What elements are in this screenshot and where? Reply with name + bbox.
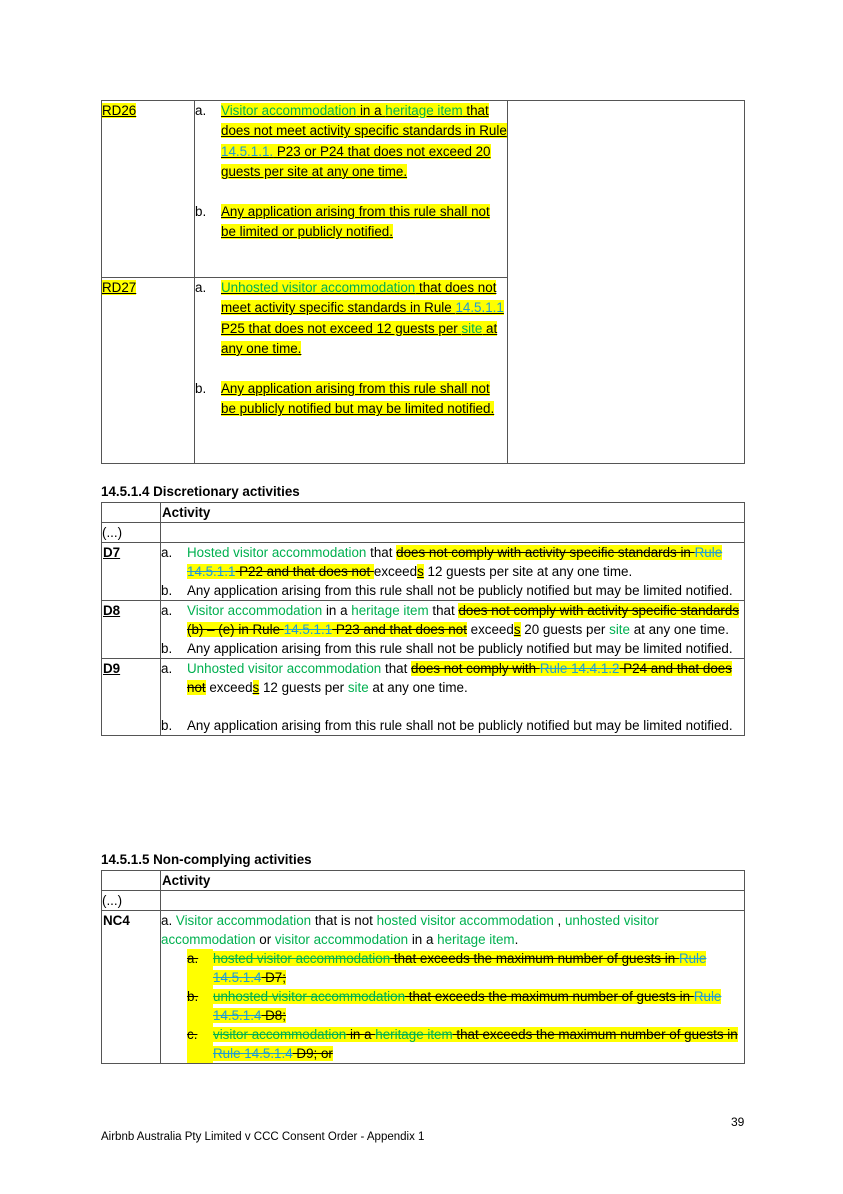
rd27-code-cell <box>102 278 195 464</box>
d8-activity-cell: a. Visitor accommodation in a heritage item that does not comply with activity specific standards (b) – (e) in Rule 14.5.1.1 P23 and that does not exceeds 20 guests per site at any one time. b. Any application arising from this rule shall not be publicly notified but may be limited notified. <box>161 601 745 659</box>
discretionary-heading: 14.5.1.4 Discretionary activities <box>101 484 300 499</box>
page-number: 39 <box>731 1115 745 1129</box>
discretionary-table <box>101 502 745 736</box>
empty-cell <box>508 101 745 464</box>
rd26-item-a: a. Visitor accommodation in a heritage item that does not meet activity specific standards in Rule 14.5.1.1. P23 or P24 that does not exceed 20 guests per site at any one time. <box>195 103 507 179</box>
rd27-item-a: a. Unhosted visitor accommodation that does not meet activity specific standards in Rule 14.5.1.1 P25 that does not exceed 12 guests per site at any one time. <box>195 280 504 356</box>
rd27-item-b: b. Any application arising from this rule shall not be publicly notified but may be limited notified. <box>195 381 495 417</box>
noncomplying-heading: 14.5.1.5 Non-complying activities <box>101 852 312 867</box>
rd27-code: RD27 <box>102 280 137 295</box>
ellipsis: (...) <box>102 523 161 543</box>
d7-code: D7 <box>102 543 161 601</box>
d9-code: D9 <box>102 659 161 736</box>
nc4-code: NC4 <box>102 911 161 1064</box>
activity-header-2: Activity <box>161 871 745 891</box>
nc4-activity-cell: a. Visitor accommodation that is not hosted visitor accommodation , unhosted visitor accommodation or visitor accommodation in a heritage item. a. hosted visitor accommodation that exceeds the maximum number of guests in Rule 14.5.1.4 D7; b. unhosted visitor accommodation that exceeds the maximum number of guests in Rule 14.5.1.4 D8; c. visitor accommodation in a heritage item that exceeds the maximum number of guests in Rule 14.5.1.4 D9; or <box>161 911 745 1064</box>
noncomplying-table <box>101 870 745 1064</box>
rd26-activity-cell <box>195 101 508 278</box>
activity-header: Activity <box>161 503 745 523</box>
rd26-item-b: b. Any application arising from this rule shall not be limited or publicly notified. <box>195 204 490 240</box>
ellipsis-2: (...) <box>102 891 161 911</box>
footer-text: Airbnb Australia Pty Limited v CCC Consent Order - Appendix 1 <box>101 1131 425 1143</box>
rd26-code: RD26 <box>102 103 137 118</box>
rd-rules-table <box>101 100 745 464</box>
d7-activity-cell: a. Hosted visitor accommodation that does not comply with activity specific standards in Rule 14.5.1.1 P22 and that does not exceeds 12 guests per site at any one time. b. Any application arising from this rule shall not be publicly notified but may be limited notified. <box>161 543 745 601</box>
d8-code: D8 <box>102 601 161 659</box>
rd26-code-cell <box>102 101 195 278</box>
rd27-activity-cell <box>195 278 508 464</box>
d9-activity-cell: a. Unhosted visitor accommodation that does not comply with Rule 14.4.1.2 P24 and that does not exceeds 12 guests per site at any one time. b. Any application arising from this rule shall not be publicly notified but may be limited notified. <box>161 659 745 736</box>
